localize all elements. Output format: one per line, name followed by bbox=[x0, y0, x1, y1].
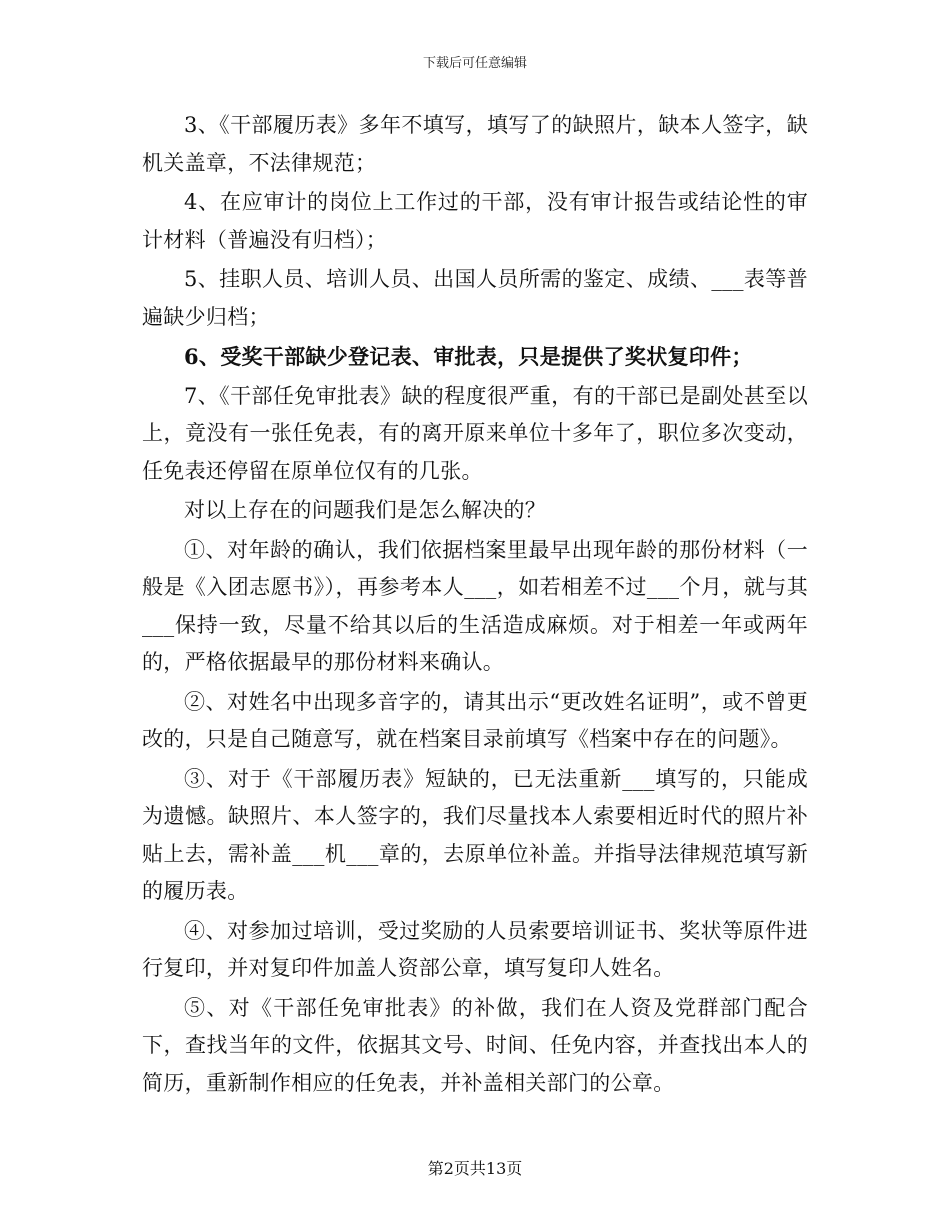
paragraph-item-7: 7、《干部任免审批表》缺的程度很严重，有的干部已是副处甚至以上，竟没有一张任免表，有的离开原来单位十多年了，职位多次变动，任免表还停留在原单位仅有的几张。 bbox=[142, 383, 808, 483]
document-body bbox=[142, 107, 808, 1104]
paragraph-solution-1: ①、对年龄的确认，我们依据档案里最早出现年龄的那份材料（一般是《入团志愿书》），再参考本人___，如若相差不过___个月，就与其___保持一致，尽量不给其以后的生活造成麻烦。对于相差一年或两年的，严格依据最早的那份材料来确认。 bbox=[142, 537, 808, 674]
paragraph-solution-2: ②、对姓名中出现多音字的，请其出示“更改姓名证明”，或不曾更改的，只是自己随意写，就在档案目录前填写《档案中存在的问题》。 bbox=[142, 689, 808, 751]
header-note: 下载后可任意编辑 bbox=[422, 56, 527, 71]
paragraph-question: 对以上存在的问题我们是怎么解决的？ bbox=[184, 498, 547, 522]
paragraph-solution-5: ⑤、对《干部任免审批表》的补做，我们在人资及党群部门配合下，查找当年的文件，依据其文号、时间、任免内容，并查找出本人的简历，重新制作相应的任免表，并补盖相关部门的公章。 bbox=[142, 995, 808, 1095]
paragraph-item-5: 5、挂职人员、培训人员、出国人员所需的鉴定、成绩、___表等普遍缺少归档； bbox=[142, 267, 808, 329]
paragraph-solution-3: ③、对于《干部履历表》短缺的，已无法重新___填写的，只能成为遗憾。缺照片、本人签字的，我们尽量找本人索要相近时代的照片补贴上去，需补盖___机___章的，去原单位补盖。并指导法律规范填写新的履历表。 bbox=[142, 766, 808, 903]
paragraph-solution-4: ④、对参加过培训，受过奖励的人员索要培训证书、奖状等原件进行复印，并对复印件加盖人资部公章，填写复印人姓名。 bbox=[142, 918, 808, 980]
paragraph-item-3: 3、《干部履历表》多年不填写，填写了的缺照片，缺本人签字，缺机关盖章，不法律规范； bbox=[142, 113, 808, 175]
page-number: 第2页共13页 bbox=[427, 1159, 523, 1178]
paragraph-item-4: 4、在应审计的岗位上工作过的干部，没有审计报告或结论性的审计材料（普遍没有归档）； bbox=[142, 190, 808, 252]
paragraph-item-6: 6、受奖干部缺少登记表、审批表，只是提供了奖状复印件； bbox=[184, 344, 753, 369]
